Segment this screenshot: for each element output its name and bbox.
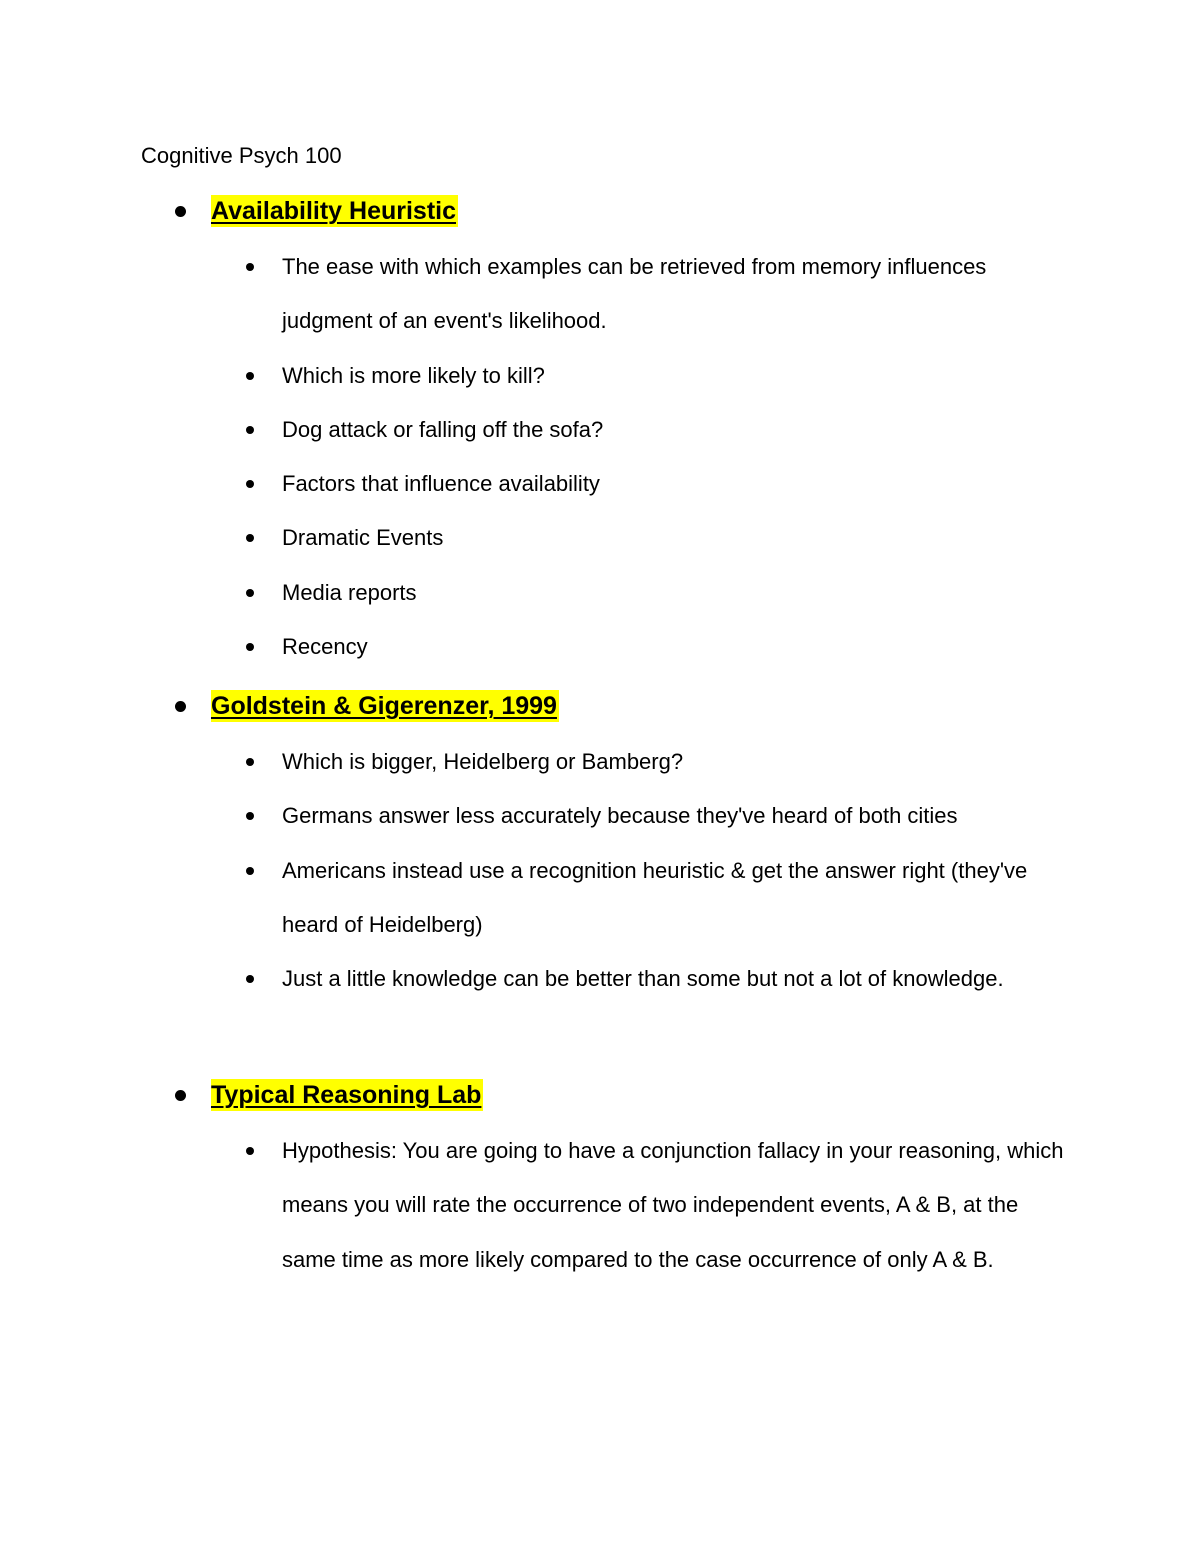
list-item	[0, 566, 1072, 620]
bullet-icon	[175, 206, 186, 217]
section-goldstein-gigerenzer	[0, 681, 1200, 1006]
section-typical-reasoning-lab	[0, 1070, 1200, 1287]
list-item-text: Which is bigger, Heidelberg or Bamberg?	[282, 749, 684, 774]
list-item	[0, 403, 1072, 457]
section-items	[0, 1124, 1200, 1287]
section-heading-row	[0, 1070, 1200, 1124]
bullet-icon	[246, 589, 254, 597]
bullet-icon	[246, 372, 254, 380]
bullet-icon	[246, 975, 254, 983]
list-item-text: Americans instead use a recognition heuristic & get the answer right (they've heard of Heidelberg)	[282, 857, 1028, 937]
section-heading: Goldstein & Gigerenzer, 1999	[211, 692, 557, 720]
document-title: Cognitive Psych 100	[141, 143, 342, 168]
list-item-text: Recency	[282, 634, 368, 660]
section-heading-row	[0, 681, 1200, 735]
section-items	[0, 735, 1200, 1006]
bullet-icon	[246, 480, 254, 488]
bullet-icon	[175, 1090, 186, 1101]
bullet-icon	[246, 1147, 254, 1155]
list-item-text: The ease with which examples can be retrieved from memory influences judgment of an event's likelihood.	[282, 254, 987, 334]
bullet-icon	[246, 534, 254, 542]
list-item-text: Dog attack or falling off the sofa?	[282, 416, 604, 442]
list-item	[0, 735, 1072, 789]
list-item	[0, 349, 1072, 403]
bullet-icon	[175, 701, 186, 712]
bullet-icon	[246, 758, 254, 766]
section-items	[0, 240, 1200, 674]
list-item-text: Just a little knowledge can be better than some but not a lot of knowledge.	[282, 966, 1004, 992]
list-item	[0, 620, 1072, 674]
list-item-text: Hypothesis: You are going to have a conjunction fallacy in your reasoning, which means you will rate the occurrence of two independent events, A & B, at the same time as more likely compared to the case occurrence of only A & B.	[282, 1138, 1064, 1272]
section-heading: Availability Heuristic	[211, 197, 456, 225]
list-item	[0, 457, 1072, 511]
section-heading: Typical Reasoning Lab	[211, 1081, 482, 1109]
bullet-icon	[246, 643, 254, 651]
bullet-icon	[246, 867, 254, 875]
list-item-text: Germans answer less accurately because they've heard of both cities	[282, 803, 958, 829]
list-item	[0, 952, 1072, 1006]
list-item-text: Which is more likely to kill?	[282, 362, 545, 388]
bullet-icon	[246, 426, 254, 434]
section-availability-heuristic	[0, 186, 1200, 674]
list-item-text: Factors that influence availability	[282, 471, 600, 497]
list-item	[0, 789, 1072, 843]
list-item	[0, 240, 1072, 349]
list-item-text: Dramatic Events	[282, 525, 444, 551]
list-item	[0, 844, 1072, 953]
bullet-icon	[246, 812, 254, 820]
section-heading-row	[0, 186, 1200, 240]
list-item	[0, 1124, 1072, 1287]
bullet-icon	[246, 263, 254, 271]
list-item	[0, 511, 1072, 565]
list-item-text: Media reports	[282, 579, 417, 605]
